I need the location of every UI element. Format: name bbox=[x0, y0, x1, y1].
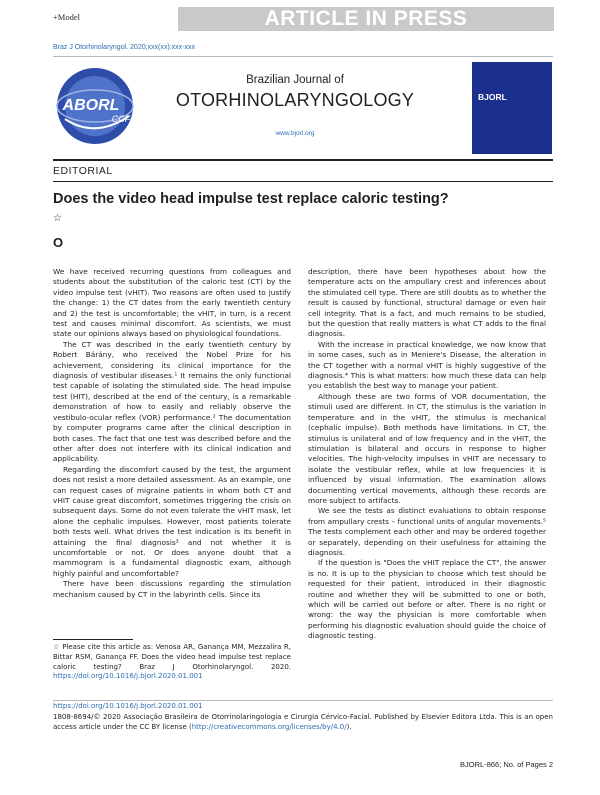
footnote bbox=[53, 643, 291, 682]
paragraph: With the increase in practical knowledge, we now know that in some cases, such as in Meniere's Disease, the alteration in the CT together with a normal vHIT is highly suggestive of the diagnosis.⁴ This is what matters: how much these data can help you establish the best way to manage your patient. bbox=[308, 339, 546, 391]
paragraph: There have been discussions regarding the stimulation mechanism caused by CT in the labyrinth cells. Since its bbox=[53, 579, 291, 599]
model-tag: +Model bbox=[53, 12, 80, 22]
journal-name-line1: Brazilian Journal of bbox=[246, 74, 344, 86]
section-rule-bottom bbox=[53, 181, 553, 182]
paragraph: We have received recurring questions from colleagues and students about the substitution of the caloric test (CT) by the video impulse test (vHIT). Two reasons are often used to justify the change: 1) the CT dates from the early twentieth century and 2) the test is uncomfortable; the vHIT, in turn, is a recent test and causes minimal discomfort. As scientists, we must state our opinions always based on physiological foundations. bbox=[53, 267, 291, 339]
paragraph: We see the tests as distinct evaluations to obtain response from ampullary crests – functional units of angular movements.⁵ The tests complement each other and may be ordered together or separately, depending on their usefulness for attaining the diagnosis. bbox=[308, 506, 546, 557]
paragraph: The CT was described in the early twentieth century by Robert Bárány, who received the Nobel Prize for his achievement, considering its clinical importance for the diagnosis of vestibular diseases.¹ It remains the only functional test capable of isolating the stimulated side. The head impulse test (HIT), described at the end of the century, is a remarkable demonstration of how to easily and reliably observe the vestibulo-ocular reflex (VOR) performance.² The documentation by computer programs came after the clinical description in both cases. The fact that one test was described before and the other after does not interfere with its clinical indication and applicability. bbox=[53, 339, 291, 464]
header-divider bbox=[53, 56, 553, 57]
journal-name-line2: OTORHINOLARYNGOLOGY bbox=[175, 90, 415, 110]
doi-link[interactable]: https://doi.org/10.1016/j.bjorl.2020.01.001 bbox=[53, 702, 203, 710]
footnote-doi-link[interactable]: https://doi.org/10.1016/j.bjorl.2020.01.001 bbox=[53, 672, 203, 681]
license-end: ). bbox=[346, 722, 352, 731]
body-column-right bbox=[308, 267, 546, 642]
journal-url-link[interactable]: www.bjorl.org bbox=[275, 130, 315, 137]
body-column-left bbox=[53, 267, 291, 600]
page-count: BJORL-866; No. of Pages 2 bbox=[460, 760, 553, 769]
license-link[interactable]: http://creativecommons.org/licenses/by/4.0/ bbox=[191, 722, 347, 731]
paragraph: Regarding the discomfort caused by the test, the argument does not resist a more detailed assessment. As an example, one can request cases of migraine patients in whom both CT and vHIT cause great discomfort, sometimes triggering the crisis on subsequent days. Some do not even tolerate the vHIT mask, let alone the cephalic impulses. However, most patients tolerate both tests well. What drives the test indication is its benefit in attaining the final diagnosis³ and not whether it is uncomfortable or not. Or does anyone doubt that a mammogram is a fundamental diagnostic exam, although highly painful and uncomfortable? bbox=[53, 464, 291, 578]
paragraph: Although these are two forms of VOR documentation, the stimuli used are different. In CT, the stimulus is the variation in temperature and in the vHIT, the stimulus is mechanical (cephalic impulse). Both methods have limitations. In CT, the stimulus is unilateral and of low frequency and in the vHIT, the stimulation is bilateral and occurs in response to higher velocities. The high-velocity impulses in vHIT are necessary to isolate the vestibular reflex, while at low frequencies it is influenced by visual information. The examination allows documenting vertical movements, although these records are more subject to artifacts. bbox=[308, 391, 546, 505]
license-statement bbox=[53, 713, 553, 733]
journal-citation-link[interactable]: Braz J Otorhinolaryngol. 2020;xxx(xx):xxx-xxx bbox=[53, 44, 195, 51]
article-in-press-banner: ARTICLE IN PRESS bbox=[178, 7, 554, 31]
license-text: 1808-8694/© 2020 Associação Brasileira de Otorrinolaringologia e Cirurgia Cérvico-Facial. Published by Elsevier Editora Ltda. This is an open access article under the CC BY license ( bbox=[53, 713, 553, 731]
section-label: EDITORIAL bbox=[53, 165, 113, 177]
article-author: O bbox=[53, 235, 64, 250]
footnote-text: ☆ Please cite this article as: Venosa AR, Ganança MM, Mezzalira R, Bittar RSM, Ganança FF. Does the video head impulse test replace caloric testing? Braz J Otorhinolaryngol. 2020. bbox=[53, 643, 291, 671]
article-title bbox=[53, 189, 453, 233]
logo-subtext: CCF bbox=[111, 114, 131, 124]
logo-text: ABORL bbox=[62, 97, 120, 114]
cover-label: BJORL bbox=[478, 92, 507, 102]
footnote-rule bbox=[53, 639, 133, 640]
title-footnote-mark[interactable]: ☆ bbox=[53, 213, 62, 224]
journal-cover-image bbox=[472, 62, 552, 154]
paragraph: description, there have been hypotheses about how the temperature acts on the ampullary crest and inferences about the stimulated cell type. There are still doubts as to whether the result is caused by functional, structural damage or even hair cell integrity. That is a fact, and much remains to be studied, but the question that really matters is what CT adds to the final diagnosis. bbox=[308, 267, 546, 339]
paragraph: If the question is "Does the vHIT replace the CT", the answer is no. It is up to the physician to choose which test should be requested for their patient, introduced in their diagnostic routine and whether they will be submitted to one or both, which will be carried out before or after. There is no right or wrong: the way the physician is more comfortable when performing his diagnostic evaluation should guide the choice of diagnostic testing. bbox=[308, 558, 546, 641]
footer-divider bbox=[53, 700, 553, 701]
article-title-text: Does the video head impulse test replace caloric testing? bbox=[53, 191, 449, 207]
aborl-logo bbox=[51, 64, 151, 148]
section-rule-top bbox=[53, 159, 553, 161]
